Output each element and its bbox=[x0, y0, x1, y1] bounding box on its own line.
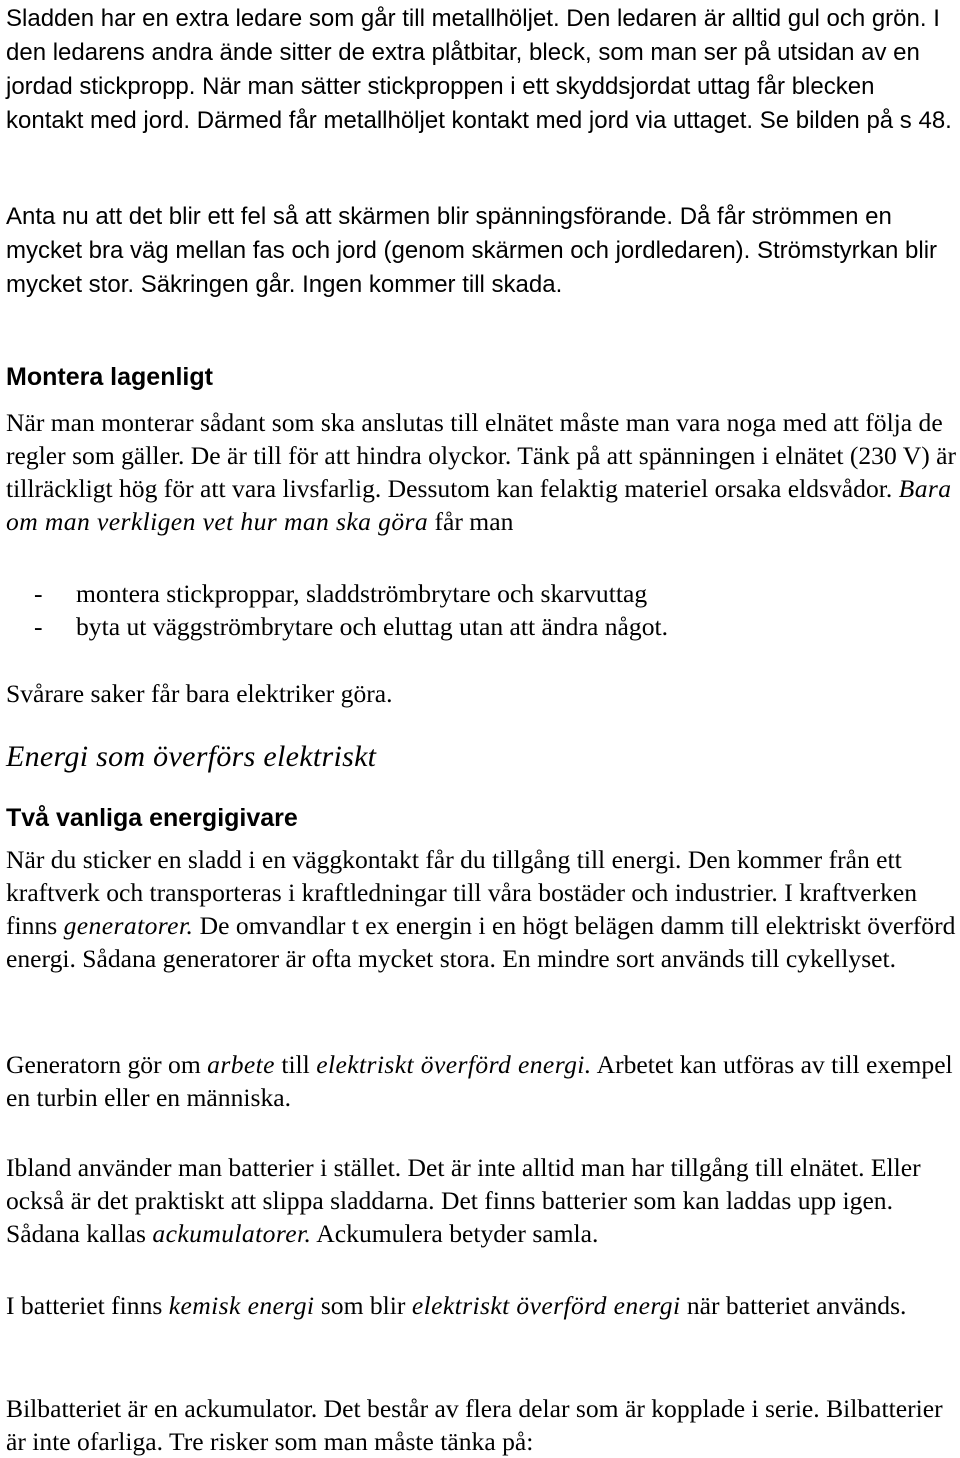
paragraph-text: får man bbox=[428, 507, 514, 536]
list-item bbox=[6, 577, 668, 610]
heading-tva-energigivare: Två vanliga energigivare bbox=[6, 804, 298, 832]
bullet-list bbox=[6, 577, 668, 643]
paragraph-text: De omvandlar t ex energin i en högt belägen damm till elektriskt överförd energi. Sådana generatorer är ofta mycket stora. En mindre sort används till cykellyset. bbox=[6, 911, 956, 973]
paragraph-chemical-energy bbox=[6, 1289, 906, 1322]
paragraph-text: När du sticker en sladd i en väggkontakt får du tillgång till energi. Den kommer från ett kraftverk och transporteras i kraftledningar till våra bostäder och industrier. I kraftverken finns bbox=[6, 845, 918, 940]
paragraph-text: I batteriet finns bbox=[6, 1291, 169, 1320]
emphasis-text: kemisk energi bbox=[168, 1291, 315, 1320]
heading-montera-lagenligt: Montera lagenligt bbox=[6, 363, 213, 391]
paragraph-text: Bilbatteriet är en ackumulator. Det består av flera delar som är kopplade i serie. Bilbatterier är inte ofarliga. Tre risker som man måste tänka på: bbox=[6, 1394, 943, 1456]
paragraph-fault bbox=[6, 199, 958, 301]
heading-energi: Energi som överförs elektriskt bbox=[6, 740, 377, 773]
paragraph-text: När man monterar sådant som ska anslutas till elnätet måste man vara noga med att följa de regler som gäller. De är till för att hindra olyckor. Tänk på att spänningen i elnätet (230 V) är tillräckligt hög för att vara livsfarlig. Dessutom kan felaktig materiel orsaka eldsvådor. bbox=[6, 408, 956, 503]
paragraph-text: Ackumulera betyder samla. bbox=[311, 1219, 599, 1248]
emphasis-text: arbete bbox=[207, 1050, 275, 1079]
emphasis-text: elektriskt överförd energi bbox=[411, 1291, 681, 1320]
paragraph-text: När man sätter stickproppen i ett skyddsjordat uttag får blecken kontakt med jord. bbox=[6, 73, 875, 134]
paragraph-text: Generatorn gör om bbox=[6, 1050, 208, 1079]
paragraph-montera bbox=[6, 406, 958, 538]
paragraph-text: till bbox=[274, 1050, 317, 1079]
list-item-text: byta ut väggströmbrytare och eluttag utan att ändra något. bbox=[76, 612, 669, 641]
paragraph-text: Arbetet kan utföras av till exempel en turbin eller en människa. bbox=[6, 1050, 953, 1112]
emphasis-text: generatorer. bbox=[63, 911, 194, 940]
paragraph-text: som blir bbox=[314, 1291, 412, 1320]
paragraph-text: Därmed får metallhöljet kontakt med jord via uttaget. Se bilden på s 48. bbox=[190, 107, 952, 134]
bullet-dash: - bbox=[34, 579, 43, 608]
paragraph-generator-work bbox=[6, 1048, 958, 1114]
paragraph-text: Ibland använder man batterier i stället. Det är inte alltid man har tillgång till elnätet. Eller också är det praktiskt att slippa sladdarna. Det finns batterier som kan laddas upp igen. Sådana kallas bbox=[6, 1153, 921, 1248]
paragraph-generators bbox=[6, 843, 958, 975]
paragraph-car-battery bbox=[6, 1392, 958, 1458]
paragraph-batteries bbox=[6, 1151, 958, 1250]
paragraph-text: när batteriet används. bbox=[680, 1291, 907, 1320]
emphasis-text: Bara om man verkligen vet hur man ska göra bbox=[6, 474, 952, 536]
paragraph-text: Sladden har en extra ledare som går till metallhöljet. bbox=[6, 5, 560, 32]
list-item bbox=[6, 610, 668, 643]
paragraph-electrician: Svårare saker får bara elektriker göra. bbox=[6, 679, 393, 708]
paragraph-grounding-wire bbox=[6, 1, 958, 137]
emphasis-text: ackumulatorer. bbox=[152, 1219, 312, 1248]
paragraph-text: Anta nu att det blir ett fel så att skärmen blir spänningsförande. Då får strömmen en mycket bra väg mellan fas och jord (genom skärmen och jordledaren). Strömstyrkan blir mycket stor. Säkringen går. Ingen kommer till skada. bbox=[6, 203, 938, 298]
emphasis-text: elektriskt överförd energi. bbox=[316, 1050, 592, 1079]
bullet-dash: - bbox=[34, 612, 43, 641]
list-item-text: montera stickproppar, sladdströmbrytare och skarvuttag bbox=[76, 579, 648, 608]
paragraph-text: Den ledaren är alltid gul och grön. I den ledarens andra ände sitter de extra plåtbitar, bleck, som man ser på utsidan av en jordad stickpropp. bbox=[6, 5, 940, 100]
